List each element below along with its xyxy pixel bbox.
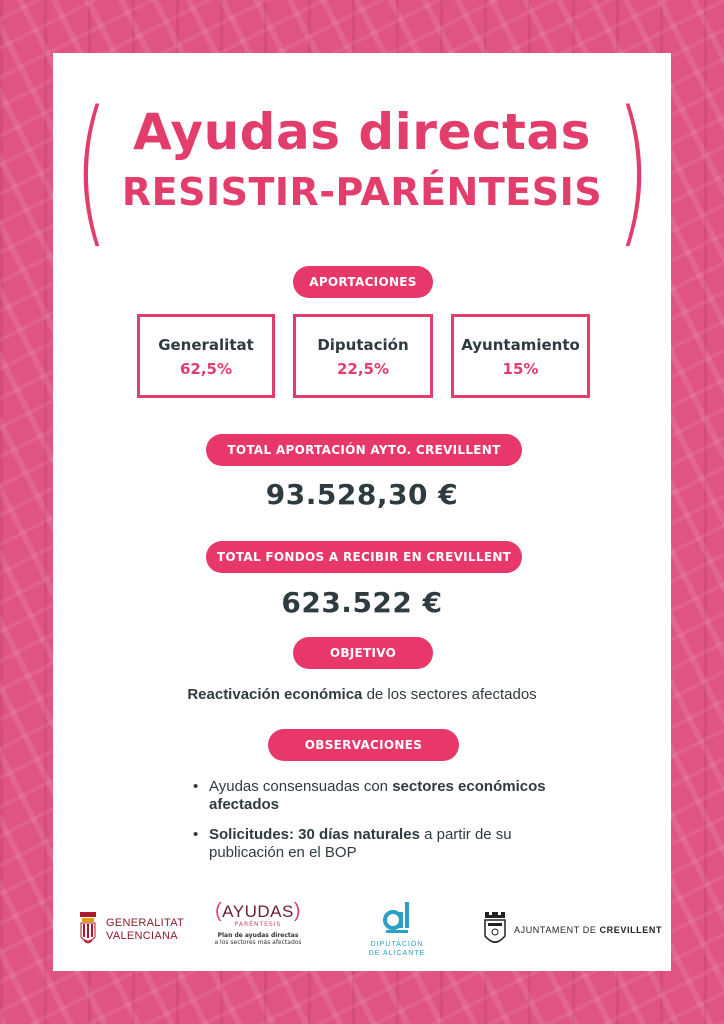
total-fondos-pill: TOTAL FONDOS A RECIBIR EN CREVILLENT [206,541,522,573]
ayudas-main: AYUDAS [222,902,294,921]
crevillent-logo [482,900,662,960]
list-item [193,778,573,814]
aportacion-pct: 62,5% [179,360,233,378]
bullet-icon: • [193,778,199,795]
aportaciones-pill: APORTACIONES [293,266,433,298]
diputacion-al-icon [380,900,414,934]
generalitat-shield-icon [78,912,98,948]
total-ayto-pill: TOTAL APORTACIÓN AYTO. CREVILLENT [206,434,522,466]
aportacion-pct: 15% [502,360,539,378]
observaciones-pill: OBSERVACIONES [268,729,459,761]
diputacion-line1: DIPUTACIÓN [370,941,424,948]
page-title: Ayudas directas [133,103,591,161]
crevillent-bold: CREVILLENT [599,925,663,935]
aportacion-pct: 22,5% [336,360,390,378]
objetivo-rest: de los sectores afectados [362,686,537,703]
aportacion-name: Diputación [317,336,409,354]
aportacion-box-generalitat [137,314,275,398]
observaciones-list [193,778,573,874]
objetivo-bold: Reactivación económica [187,686,363,703]
ayudas-plan2: a los sectores más afectados [214,939,302,946]
page-subtitle: RESISTIR-PARÉNTESIS [121,170,603,214]
list-item [193,826,573,862]
crevillent-pre: AJUNTAMENT DE [514,925,600,935]
ayudas-parentesis-logo [212,900,304,960]
total-fondos-amount: 623.522 € [281,586,443,619]
ayudas-paren-close: ) [293,900,301,922]
crevillent-text [514,925,662,935]
bullet-bold: sectores económicos afectados [209,778,546,813]
objetivo-text [0,686,724,703]
aportacion-box-ayuntamiento [451,314,590,398]
title-paren-open: ( [74,76,109,263]
aportacion-name: Ayuntamiento [461,336,580,354]
ayudas-sub: PARÉNTESIS [234,921,282,928]
bullet-bold: Solicitudes: 30 días naturales [209,826,420,843]
aportacion-box-diputacion [293,314,433,398]
ayudas-plan: Plan de ayudas directas [217,932,299,939]
crevillent-shield-icon [482,910,508,950]
generalitat-logo [78,900,184,960]
objetivo-pill: OBJETIVO [293,637,433,669]
bullet-text: a partir de su publicación en el BOP [209,826,512,861]
generalitat-line1: GENERALITAT [106,917,185,929]
bullet-text: Ayudas consensuadas con [209,778,393,795]
generalitat-line2: VALENCIANA [106,930,178,942]
title-paren-close: ) [615,76,650,263]
diputacion-line2: DE ALICANTE [368,950,426,957]
diputacion-logo [365,900,429,960]
bullet-icon: • [193,826,199,843]
total-ayto-amount: 93.528,30 € [265,478,459,511]
aportacion-name: Generalitat [158,336,254,354]
ayudas-paren-open: ( [215,900,223,922]
